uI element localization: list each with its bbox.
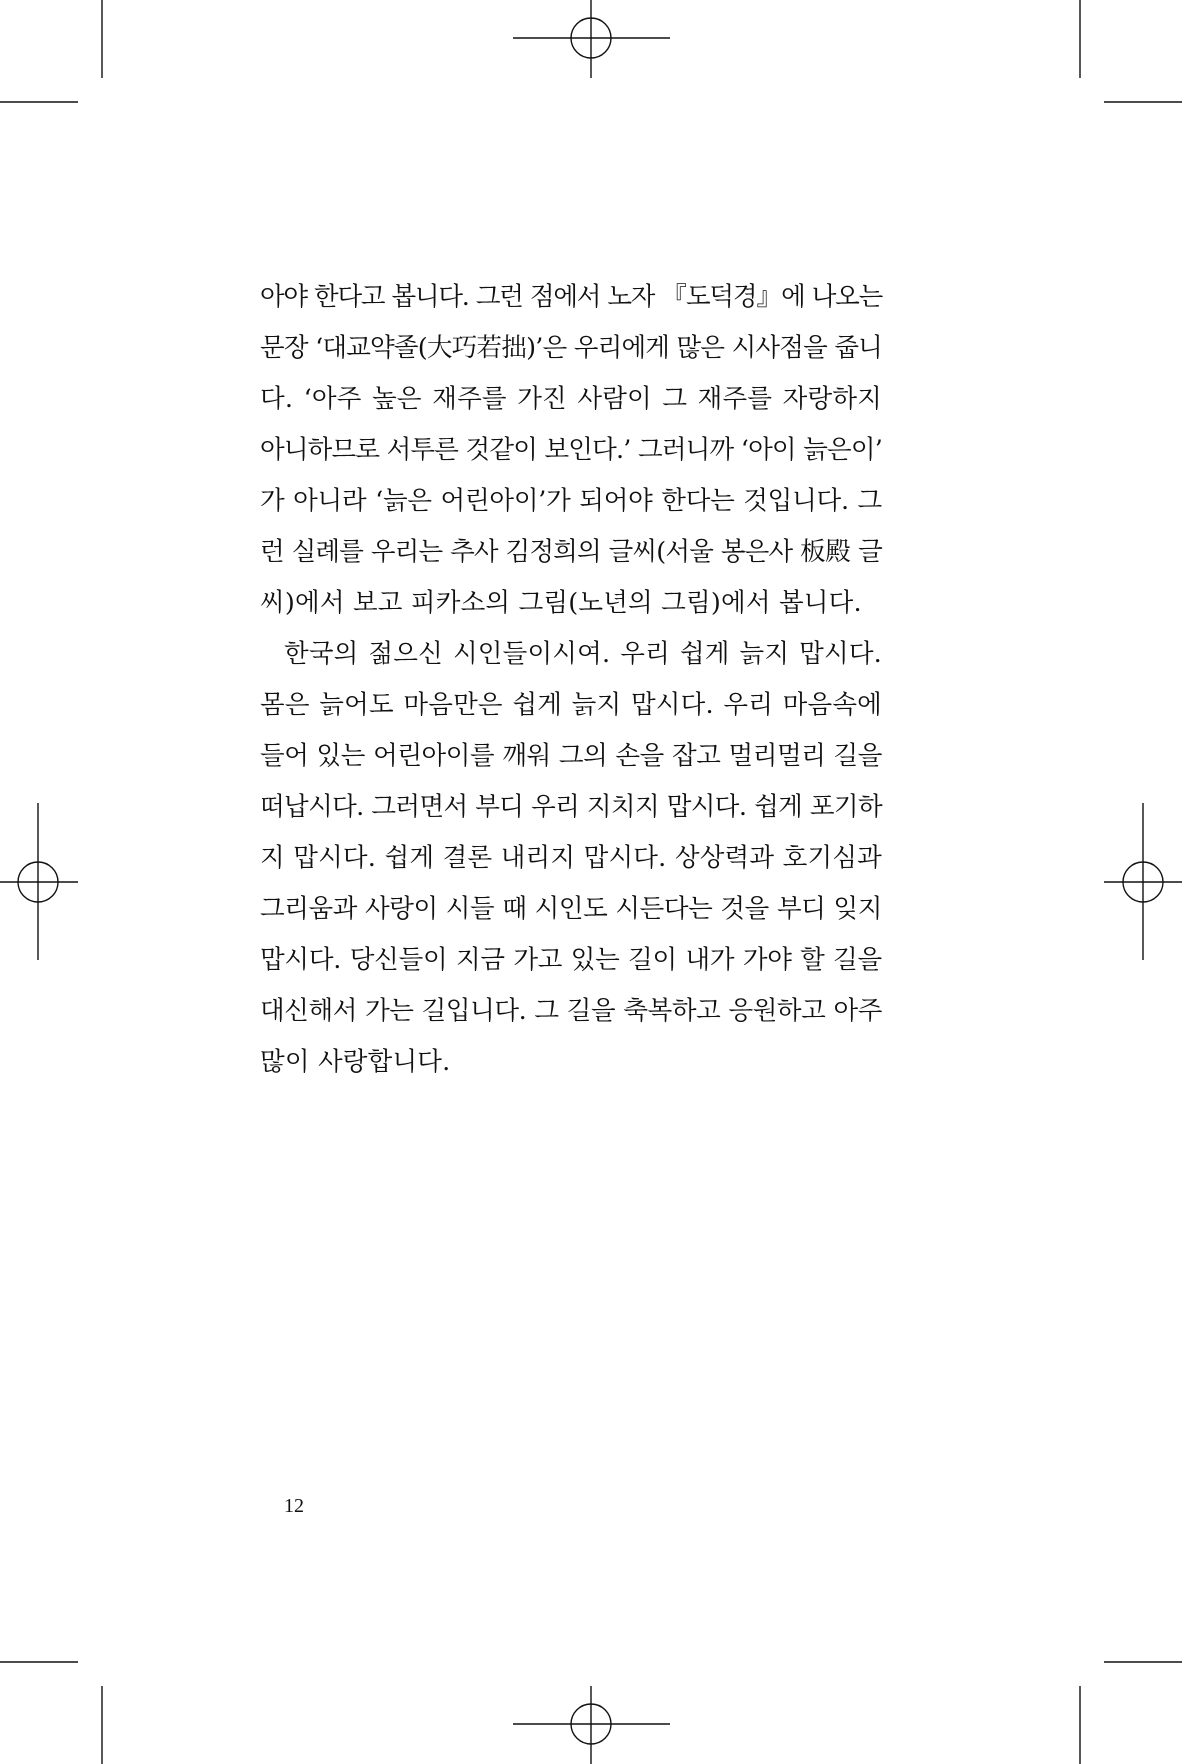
text-line: 가 아니라 ‘늙은 어린아이’가 되어야 한다는 것입니다. 그 bbox=[260, 486, 882, 516]
registration-mark-bottom bbox=[513, 1686, 670, 1764]
text-line: 다. ‘아주 높은 재주를 가진 사람이 그 재주를 자랑하지 bbox=[260, 384, 882, 414]
text-line: 몸은 늙어도 마음만은 쉽게 늙지 맙시다. 우리 마음속에 bbox=[260, 690, 882, 720]
text-line: 아니하므로 서투른 것같이 보인다.’ 그러니까 ‘아이 늙은이’ bbox=[260, 435, 882, 465]
registration-mark-left bbox=[0, 803, 78, 960]
text-line: 그리움과 사랑이 시들 때 시인도 시든다는 것을 부디 잊지 bbox=[260, 894, 882, 924]
text-line: 많이 사랑합니다. bbox=[260, 1047, 451, 1077]
text-line: 대신해서 가는 길입니다. 그 길을 축복하고 응원하고 아주 bbox=[260, 996, 882, 1026]
text-line: 문장 ‘대교약졸(大巧若拙)’은 우리에게 많은 시사점을 줍니 bbox=[260, 333, 882, 363]
text-line: 씨)에서 보고 피카소의 그림(노년의 그림)에서 봅니다. bbox=[260, 588, 862, 618]
page-number: 12 bbox=[284, 1495, 304, 1517]
registration-mark-right bbox=[1104, 803, 1182, 960]
text-line: 맙시다. 당신들이 지금 가고 있는 길이 내가 가야 할 길을 bbox=[260, 945, 882, 975]
text-line: 지 맙시다. 쉽게 결론 내리지 맙시다. 상상력과 호기심과 bbox=[260, 843, 882, 873]
text-line: 떠납시다. 그러면서 부디 우리 지치지 맙시다. 쉽게 포기하 bbox=[260, 792, 882, 822]
text-line: 런 실례를 우리는 추사 김정희의 글씨(서울 봉은사 板殿 글 bbox=[260, 537, 882, 567]
paragraph-1 bbox=[260, 272, 882, 629]
paragraph-2 bbox=[260, 629, 882, 1088]
text-line: 한국의 젊으신 시인들이시여. 우리 쉽게 늙지 맙시다. bbox=[284, 639, 882, 669]
body-text bbox=[260, 272, 882, 1088]
registration-mark-top bbox=[513, 0, 670, 78]
text-line: 아야 한다고 봅니다. 그런 점에서 노자 『도덕경』에 나오는 bbox=[260, 282, 882, 312]
text-line: 들어 있는 어린아이를 깨워 그의 손을 잡고 멀리멀리 길을 bbox=[260, 741, 882, 771]
